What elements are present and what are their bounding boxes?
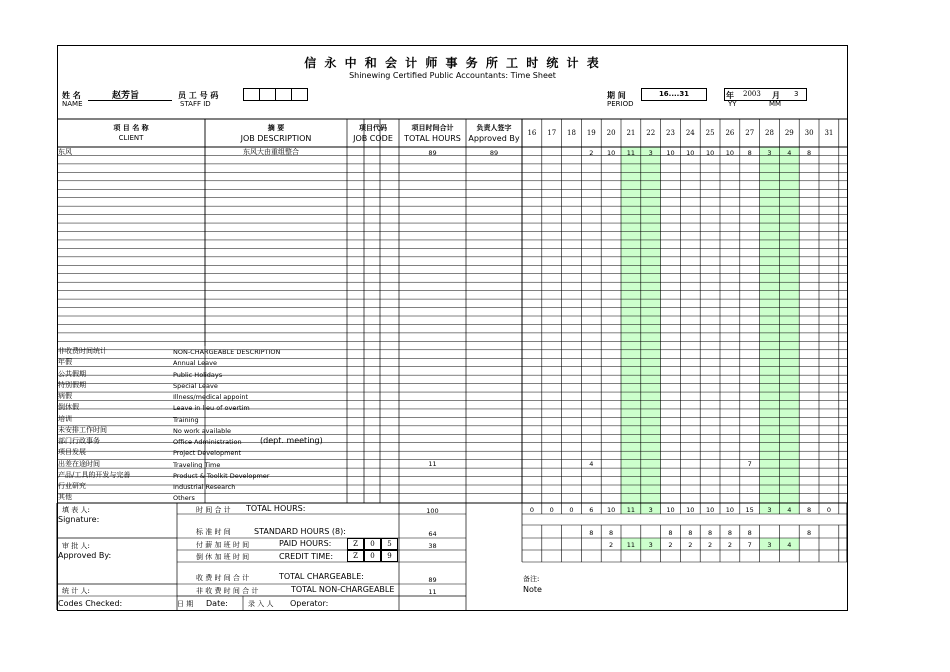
nonchargeable-item-en: Public Holidays (173, 370, 223, 379)
code-box: 0 (364, 538, 381, 550)
code-box: 5 (381, 538, 398, 550)
nonchargeable-item-en: NON-CHARGEABLE DESCRIPTION (173, 348, 281, 356)
standard-hour-23[interactable]: 8 (668, 529, 673, 537)
paid-hour-20[interactable]: 2 (609, 541, 614, 549)
credit-label-zh: 倒 休 加 班 时 间 (196, 553, 250, 561)
entry-hour-24[interactable]: 10 (686, 149, 695, 157)
paid-label-en: PAID HOURS: (279, 539, 332, 548)
code-box: 0 (364, 550, 381, 562)
paid-label-zh: 付 薪 加 班 时 间 (196, 541, 250, 549)
entry-hour-27[interactable]: 8 (747, 149, 752, 157)
filler-label-zh: 填 表 人: (62, 506, 90, 514)
entry-hour-26[interactable]: 10 (725, 149, 735, 157)
client-header-zh: 项 目 名 称 (113, 124, 149, 132)
month-label-en: MM (769, 100, 782, 108)
total-header-en: TOTAL HOURS (404, 134, 461, 143)
client-header-en: CLIENT (118, 134, 144, 142)
name-label-zh: 姓 名 (62, 91, 81, 100)
nonchargeable-item-zh: 部门行政事务 (58, 437, 100, 445)
total-hour-26[interactable]: 10 (725, 506, 735, 514)
total-hour-23[interactable]: 10 (666, 506, 675, 514)
year-value[interactable]: 2003 (743, 90, 761, 98)
year-label-zh: 年 (726, 91, 734, 100)
paid-hour-25[interactable]: 2 (708, 541, 713, 549)
note-label-zh: 备注: (523, 575, 540, 583)
entry-hour-22[interactable]: 3 (648, 149, 653, 157)
day-header-17: 17 (547, 129, 557, 137)
total-hour-22[interactable]: 3 (648, 506, 653, 514)
nonchargeable-item-zh: 非收费时间统计 (58, 347, 107, 355)
total-hour-27[interactable]: 15 (745, 506, 754, 514)
year-label-en: YY (728, 100, 737, 108)
nonchargeable-item-zh: 产品/工具的开发与完善 (58, 470, 131, 479)
nonchargeable-item-en: Office Administration (173, 438, 242, 446)
approved-by-label: Approved By: (58, 551, 112, 560)
entry-hour-23[interactable]: 10 (666, 149, 675, 157)
nonchargeable-item-en: Special Leave (173, 381, 218, 390)
note-label-en: Note (523, 585, 542, 594)
total-hour-25[interactable]: 10 (705, 506, 715, 514)
nonchargeable-item-en: Annual Leave (173, 359, 217, 368)
stat-label-zh: 统 计 人: (62, 587, 90, 595)
paid-hour-27[interactable]: 7 (747, 541, 752, 549)
standard-hour-19[interactable]: 8 (589, 529, 594, 537)
total-hours-label-en: TOTAL HOURS: (246, 504, 306, 513)
day-header-28: 28 (765, 129, 774, 137)
paid-hour-29[interactable]: 4 (787, 541, 792, 549)
paid-hour-21[interactable]: 11 (626, 541, 636, 549)
date-label-en: Date: (206, 599, 228, 608)
standard-hour-26[interactable]: 8 (727, 529, 732, 537)
total-hour-28[interactable]: 3 (767, 506, 772, 514)
job-header-zh: 摘 要 (267, 124, 285, 132)
travel-hour-27[interactable]: 7 (747, 460, 752, 468)
entry-total: 89 (428, 149, 437, 157)
nonchargeable-item-zh: 病假 (58, 392, 72, 400)
date-label-zh: 日 期 (177, 600, 194, 608)
day-header-18: 18 (567, 129, 576, 137)
nonchg-label-zh: 非 收 费 时 间 合 计 (196, 587, 259, 595)
travel-hour-19[interactable]: 4 (589, 460, 594, 468)
nonchargeable-item-zh: 特别假期 (58, 380, 86, 389)
title-english: Shinewing Certified Public Accountants: Time Sheet (349, 71, 556, 80)
day-header-19: 19 (586, 129, 596, 137)
period-label-en: PERIOD (607, 100, 634, 108)
code-header-zh: 项目代码 (359, 124, 387, 132)
standard-label-en: STANDARD HOURS (8): (254, 527, 346, 536)
day-header-21: 21 (626, 129, 636, 137)
entry-hour-25[interactable]: 10 (705, 149, 715, 157)
entry-hour-19[interactable]: 2 (589, 149, 594, 157)
name-label-en: NAME (62, 100, 83, 108)
highlight-column (760, 147, 780, 503)
total-hour-19[interactable]: 6 (589, 506, 594, 514)
paid-value: 38 (428, 542, 437, 550)
code-box: Z (347, 550, 364, 562)
nonchg-value: 11 (428, 588, 437, 596)
codes-checked-label: Codes Checked: (58, 599, 123, 608)
paid-hour-28[interactable]: 3 (767, 541, 772, 549)
credit-label-en: CREDIT TIME: (279, 552, 334, 561)
approved-header-zh: 负责人签字 (476, 124, 512, 132)
nonchargeable-item-en: Traveling Time (173, 460, 221, 469)
day-header-29: 29 (784, 129, 794, 137)
total-hours-label-zh: 时 间 合 计 (196, 506, 231, 514)
nonchargeable-item-en: Project Development (173, 449, 242, 458)
standard-hour-25[interactable]: 8 (708, 529, 713, 537)
total-hour-18[interactable]: 0 (569, 506, 574, 514)
approved-header-en: Approved By (468, 134, 520, 143)
chargeable-label-zh: 收 费 时 间 合 计 (196, 574, 250, 582)
standard-hour-30[interactable]: 8 (807, 529, 812, 537)
chargeable-label-en: TOTAL CHARGEABLE: (279, 572, 364, 581)
entry-hour-28[interactable]: 3 (767, 149, 772, 157)
nonchargeable-item-en: Others (173, 494, 195, 503)
nonchargeable-item-en: Illness/medical appoint (173, 393, 248, 401)
entry-hour-21[interactable]: 11 (626, 149, 636, 157)
day-header-30: 30 (804, 129, 814, 137)
title-chinese: 信 永 中 和 会 计 师 事 务 所 工 时 统 计 表 (304, 56, 601, 70)
staff-label-en: STAFF ID (180, 100, 211, 108)
month-label-zh: 月 (772, 91, 780, 100)
dept-meeting-note: (dept. meeting) (260, 436, 323, 445)
nonchargeable-item-en: No work available (173, 426, 232, 435)
staff-label-zh: 员 工 号 码 (178, 91, 219, 100)
nonchargeable-item-en: Training (173, 415, 199, 424)
total-hour-20[interactable]: 10 (606, 506, 616, 514)
day-header-22: 22 (646, 129, 656, 137)
month-value[interactable]: 3 (794, 90, 799, 98)
nonchargeable-item-zh: 公共假期 (58, 369, 86, 378)
entry-hour-29[interactable]: 4 (787, 149, 792, 157)
entry-approved: 89 (489, 149, 499, 157)
standard-value: 64 (428, 530, 437, 538)
total-hour-31[interactable]: 0 (826, 506, 831, 514)
nonchargeable-item-zh: 其他 (58, 493, 72, 502)
total-header-zh: 项目时间合计 (411, 124, 454, 132)
nonchargeable-item-zh: 行业研究 (58, 482, 86, 490)
highlight-column (641, 147, 661, 503)
period-label-zh: 期 间 (607, 91, 626, 100)
total-hour-21[interactable]: 11 (626, 506, 636, 514)
nonchargeable-item-en: Product & Toolkit Developmer (173, 471, 270, 480)
nonchargeable-item-zh: 项目发展 (58, 448, 86, 457)
operator-label-zh: 录 入 人 (248, 600, 274, 608)
day-header-23: 23 (666, 129, 675, 137)
chargeable-value: 89 (428, 576, 437, 584)
entry-client[interactable]: 东风 (58, 148, 72, 156)
paid-hour-22[interactable]: 3 (648, 541, 653, 549)
day-header-27: 27 (745, 129, 755, 137)
nonchargeable-item-zh: 出差在途时间 (58, 459, 100, 468)
nonchargeable-item-en: Industrial Research (173, 483, 236, 491)
standard-hour-20[interactable]: 8 (609, 529, 614, 537)
standard-hour-24[interactable]: 8 (688, 529, 693, 537)
total-hour-29[interactable]: 4 (787, 506, 792, 514)
travel-total: 11 (428, 460, 437, 468)
code-box: Z (347, 538, 364, 550)
entry-hour-20[interactable]: 10 (606, 149, 616, 157)
day-header-26: 26 (725, 129, 735, 137)
code-box: 9 (381, 550, 398, 562)
paid-hour-26[interactable]: 2 (727, 541, 732, 549)
name-value[interactable]: 赵芳旨 (112, 91, 140, 101)
nonchargeable-item-en: Leave in lieu of overtim (173, 404, 250, 413)
total-hour-17[interactable]: 0 (549, 506, 554, 514)
signature-label: Signature: (58, 515, 100, 524)
total-hours-value: 100 (426, 507, 439, 515)
entry-job[interactable]: 东风大由重组整合 (243, 148, 299, 156)
highlight-column (621, 147, 641, 503)
total-hour-16[interactable]: 0 (529, 506, 534, 514)
entry-hour-30[interactable]: 8 (807, 149, 812, 157)
day-header-31: 31 (824, 129, 834, 137)
day-header-20: 20 (606, 129, 616, 137)
job-header-en: JOB DESCRIPTION (240, 134, 312, 143)
nonchargeable-item-zh: 年假 (58, 358, 72, 367)
day-header-24: 24 (685, 129, 695, 137)
nonchg-label-en: TOTAL NON-CHARGEABLE (291, 585, 395, 594)
total-hour-24[interactable]: 10 (686, 506, 695, 514)
nonchargeable-item-zh: 培训 (58, 414, 72, 423)
total-hour-30[interactable]: 8 (807, 506, 812, 514)
standard-label-zh: 标 准 时 间 (196, 528, 231, 536)
paid-hour-23[interactable]: 2 (668, 541, 673, 549)
standard-hour-27[interactable]: 8 (747, 529, 752, 537)
nonchargeable-item-zh: 未安排工作时间 (58, 425, 107, 434)
day-header-25: 25 (705, 129, 715, 137)
operator-label-en: Operator: (290, 599, 329, 608)
day-header-16: 16 (527, 129, 537, 137)
highlight-column (779, 147, 799, 503)
paid-hour-24[interactable]: 2 (688, 541, 693, 549)
nonchargeable-item-zh: 倒休假 (58, 403, 79, 412)
period-field[interactable]: 16....31 (641, 88, 707, 101)
approver-label-zh: 审 批 人: (62, 542, 90, 550)
code-header-en: JOB CODE (353, 134, 393, 143)
